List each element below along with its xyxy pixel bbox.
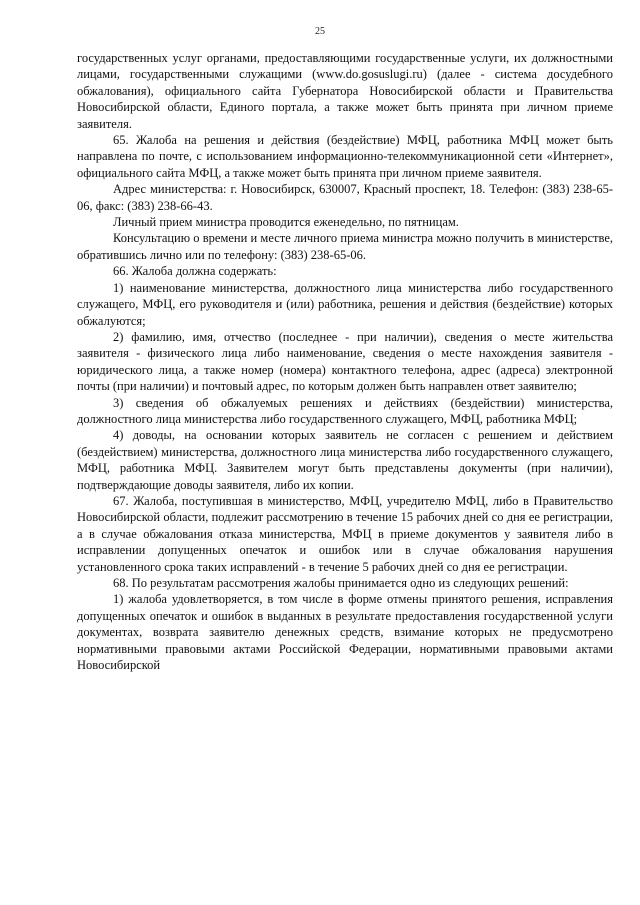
paragraph-67: 67. Жалоба, поступившая в министерство, МФЦ, учредителю МФЦ, либо в Правительство Новосибирской области, подлежит рассмотрению в течение 15 рабочих дней со дня ее регистрации, а в случае обжалования отказа министерства, МФЦ в приеме документов у заявителя либо в исправлении допущенных опечаток и ошибок или в случае обжалования нарушения установленного срока таких исправлений - в течение 5 рабочих дней со дня ее регистрации. [77, 493, 613, 574]
paragraph-ministry-address: Адрес министерства: г. Новосибирск, 630007, Красный проспект, 18. Телефон: (383) 238-65-06, факс: (383) 238-66-43. [77, 182, 613, 213]
paragraph-66-item-1: 1) наименование министерства, должностного лица министерства либо государственного служащего, МФЦ, его руководителя и (или) работника, решения и действия (бездействие) которых обжалуются; [77, 280, 613, 328]
paragraph-68-item-1: 1) жалоба удовлетворяется, в том числе в форме отмены принятого решения, исправления допущенных опечаток и ошибок в выданных в результате предоставления государственной услуги документах, возврата заявителю денежных средств, взимание которых не предусмотрено нормативными правовыми актами Российской Федерации, нормативными правовыми актами Новосибирской [77, 592, 613, 673]
paragraph-66: 66. Жалоба должна содержать: [113, 264, 277, 279]
paragraph-consultation: Консультацию о времени и месте личного приема министра можно получить в министерстве, обратившись лично или по телефону: (383) 238-65-06. [77, 231, 613, 262]
paragraph-66-item-3: 3) сведения об обжалуемых решениях и действиях (бездействии) министерства, должностного лица министерства либо государственного служащего, МФЦ, работника МФЦ; [77, 395, 613, 426]
paragraph-65: 65. Жалоба на решения и действия (бездействие) МФЦ, работника МФЦ может быть направлена по почте, с использованием информационно-телекоммуникационной сети «Интернет», официального сайта МФЦ, а также может быть принята при личном приеме заявителя. [77, 133, 613, 180]
paragraph-66-item-2: 2) фамилию, имя, отчество (последнее - при наличии), сведения о месте жительства заявителя - физического лица либо наименование, сведения о месте нахождения заявителя - юридического лица, а также номер (номера) контактного телефона, адрес (адреса) электронной почты (при наличии) и почтовый адрес, по которым должен быть направлен ответ заявителю; [77, 329, 613, 394]
paragraph-68: 68. По результатам рассмотрения жалобы принимается одно из следующих решений: [113, 576, 569, 590]
page-number: 25 [315, 26, 325, 37]
document-body [77, 50, 613, 673]
paragraph-continuation: государственных услуг органами, предоставляющими государственные услуги, их должностными лицами, государственными служащими (www.do.gosuslugi.ru) (далее - система досудебного обжалования), официального сайта Губернатора Новосибирской области и Правительства Новосибирской области, Единого портала, а также может быть принята при личном приеме заявителя. [77, 51, 613, 131]
paragraph-66-item-4: 4) доводы, на основании которых заявитель не согласен с решением и действием (бездействием) министерства, должностного лица министерства либо государственного служащего, МФЦ, работника МФЦ. Заявителем могут быть представлены документы (при наличии), подтверждающие доводы заявителя, либо их копии. [77, 428, 613, 492]
paragraph-minister-reception: Личный прием министра проводится еженедельно, по пятницам. [113, 215, 459, 230]
